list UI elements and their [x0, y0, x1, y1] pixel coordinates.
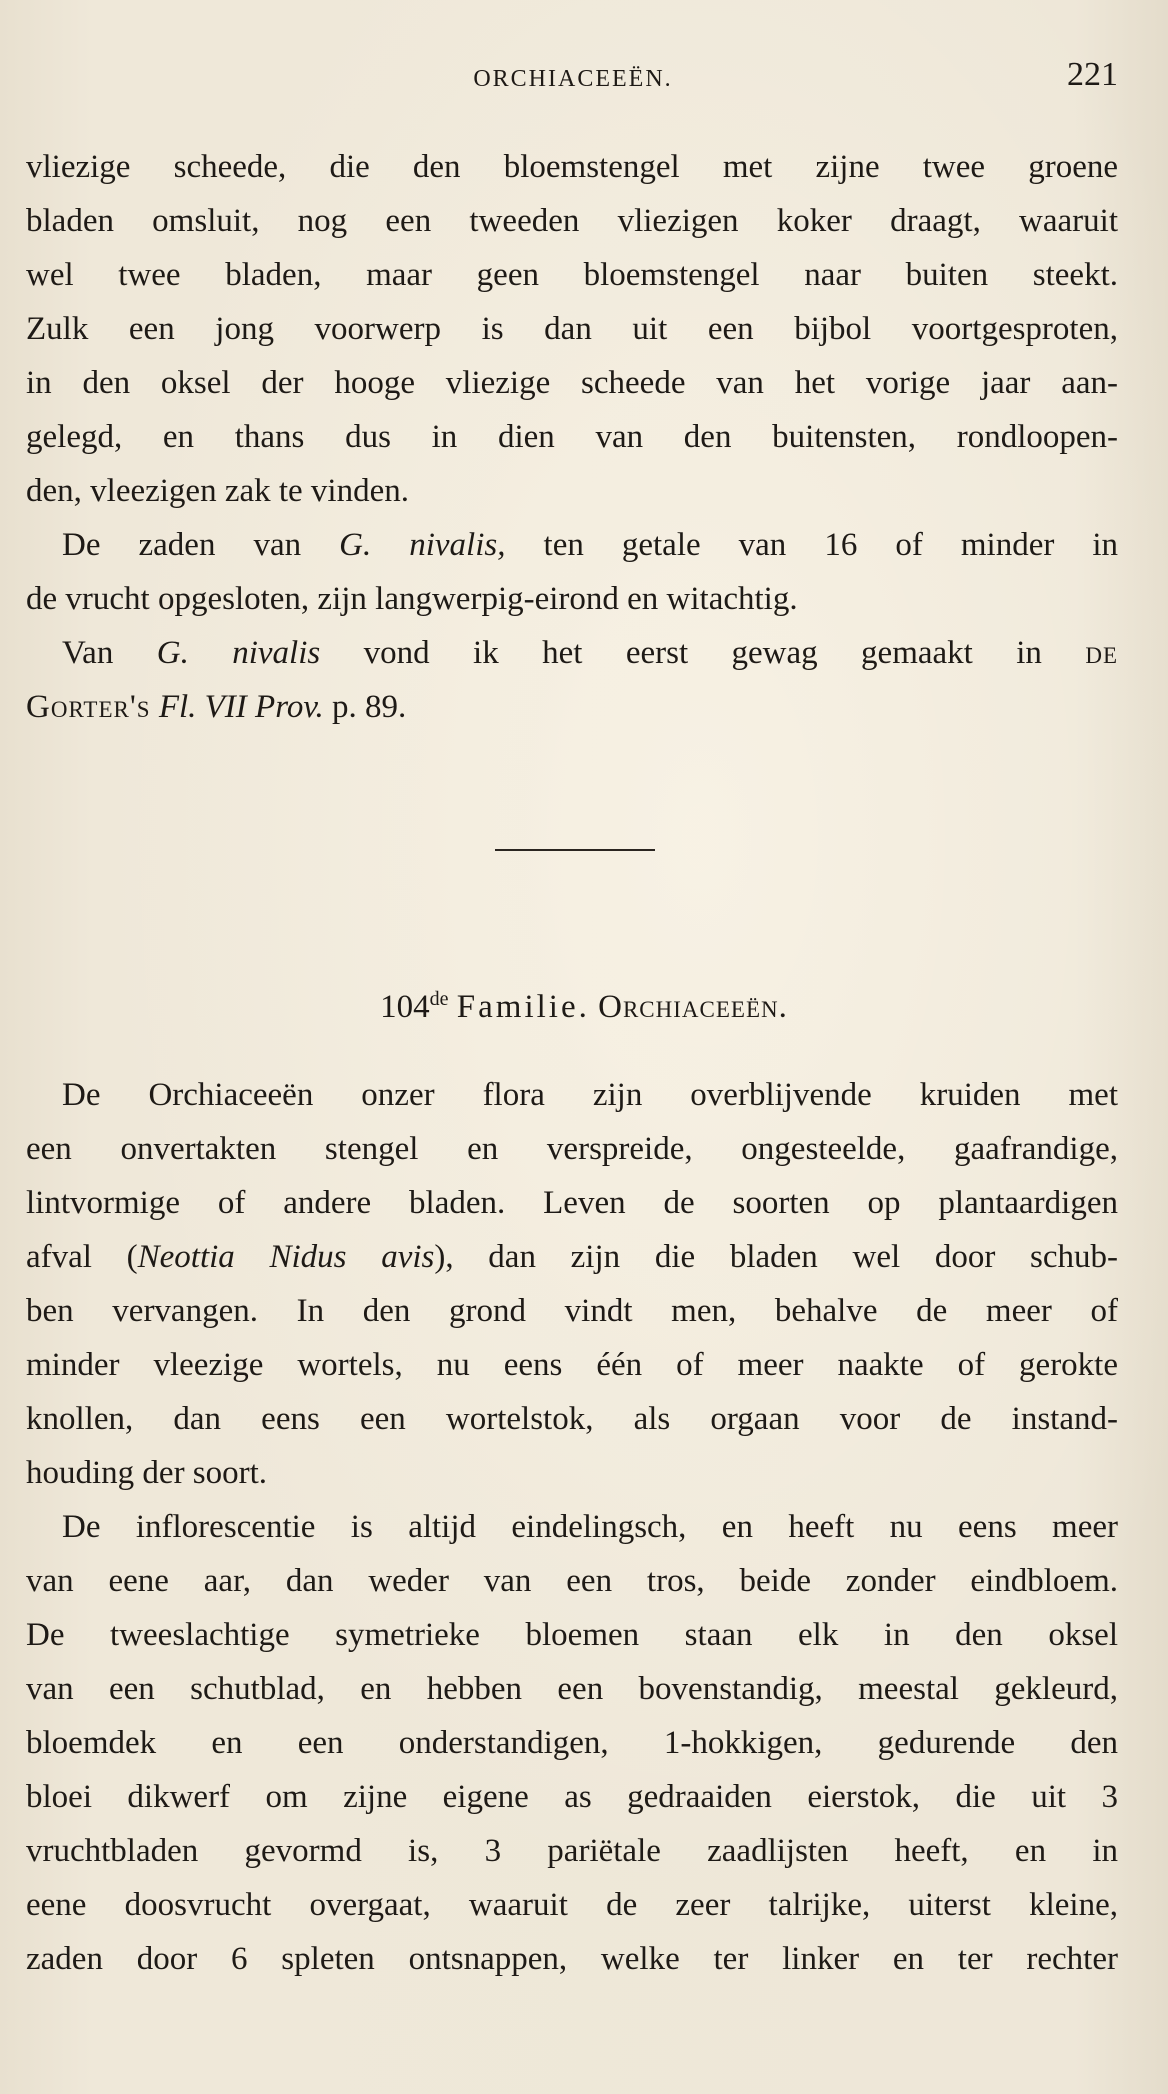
italic-species-name: Neottia Nidus avis: [137, 1239, 435, 1275]
text-line: de vrucht opgesloten, zijn langwerpig-eirond en witachtig.: [26, 581, 798, 617]
author-name: Gorter's: [26, 689, 151, 725]
text-line: [26, 518, 1118, 572]
section-orchiaceeen-text: [26, 1068, 1118, 1986]
text-run: ten getale van 16 of minder in: [543, 527, 1119, 563]
running-title: ORCHIACEEËN.: [473, 66, 673, 92]
text-run: p. 89.: [332, 689, 407, 725]
text-line: [26, 680, 1118, 734]
text-line: ben vervangen. In den grond vindt men, behalve de meer of: [26, 1293, 1118, 1329]
text-line: van eene aar, dan weder van een tros, beide zonder eindbloem.: [26, 1563, 1118, 1599]
text-run: afval (: [26, 1239, 138, 1275]
italic-species-name: G. nivalis: [156, 635, 321, 671]
text-line: eene doosvrucht overgaat, waaruit de zeer talrijke, uiterst kleine,: [26, 1887, 1118, 1923]
text-line: zaden door 6 spleten ontsnappen, welke ter linker en ter rechter: [26, 1941, 1118, 1977]
text-line: gelegd, en thans dus in dien van den buitensten, rondloopen-: [26, 419, 1118, 455]
text-run: De zaden van: [62, 527, 302, 563]
text-line: De inflorescentie is altijd eindelingsch, en heeft nu eens meer: [62, 1509, 1118, 1545]
text-line: van een schutblad, en hebben een bovenstandig, meestal gekleurd,: [26, 1671, 1118, 1707]
text-run: ), dan zijn die bladen wel door schub-: [434, 1239, 1118, 1275]
text-line: [26, 1230, 1118, 1284]
text-line: houding der soort.: [26, 1455, 268, 1491]
italic-species-name: G. nivalis,: [339, 527, 506, 563]
text-line: lintvormige of andere bladen. Leven de soorten op plantaardigen: [26, 1185, 1118, 1221]
text-run: Van: [62, 635, 114, 671]
family-label: Familie.: [456, 989, 590, 1025]
family-name: Orchiaceeën.: [598, 989, 788, 1025]
text-line: vruchtbladen gevormd is, 3 pariëtale zaadlijsten heeft, en in: [26, 1833, 1118, 1869]
text-line: wel twee bladen, maar geen bloemstengel naar buiten steekt.: [26, 257, 1118, 293]
text-line: bladen omsluit, nog een tweeden vliezigen koker draagt, waaruit: [26, 203, 1118, 239]
text-line: [26, 626, 1118, 680]
text-line: bloemdek en een onderstandigen, 1-hokkigen, gedurende den: [26, 1725, 1118, 1761]
family-heading: [0, 972, 1168, 1034]
section-divider: [495, 849, 655, 851]
text-line: bloei dikwerf om zijne eigene as gedraaiden eierstok, die uit 3: [26, 1779, 1118, 1815]
text-line: De Orchiaceeën onzer flora zijn overblijvende kruiden met: [62, 1077, 1118, 1113]
text-line: een onvertakten stengel en verspreide, ongesteelde, gaafrandige,: [26, 1131, 1118, 1167]
italic-reference: Fl. VII Prov.: [158, 689, 324, 725]
text-line: knollen, dan eens een wortelstok, als orgaan voor de instand-: [26, 1401, 1118, 1437]
text-line: Zulk een jong voorwerp is dan uit een bijbol voortgesproten,: [26, 311, 1118, 347]
text-line: den, vleezigen zak te vinden.: [26, 473, 409, 509]
page-number: 221: [1067, 56, 1118, 93]
text-run: vond ik het eerst gewag gemaakt in: [363, 635, 1042, 671]
text-line: De tweeslachtige symetrieke bloemen staan elk in den oksel: [26, 1617, 1118, 1653]
author-name: de: [1085, 635, 1118, 671]
family-number-suffix: de: [429, 988, 449, 1010]
page-header: [28, 56, 1118, 100]
family-number: 104: [380, 989, 430, 1025]
text-line: in den oksel der hooge vliezige scheede van het vorige jaar aan-: [26, 365, 1118, 401]
text-line: minder vleezige wortels, nu eens één of meer naakte of gerokte: [26, 1347, 1118, 1383]
text-line: vliezige scheede, die den bloemstengel met zijne twee groene: [26, 149, 1118, 185]
section-gagea-text: [26, 140, 1118, 734]
